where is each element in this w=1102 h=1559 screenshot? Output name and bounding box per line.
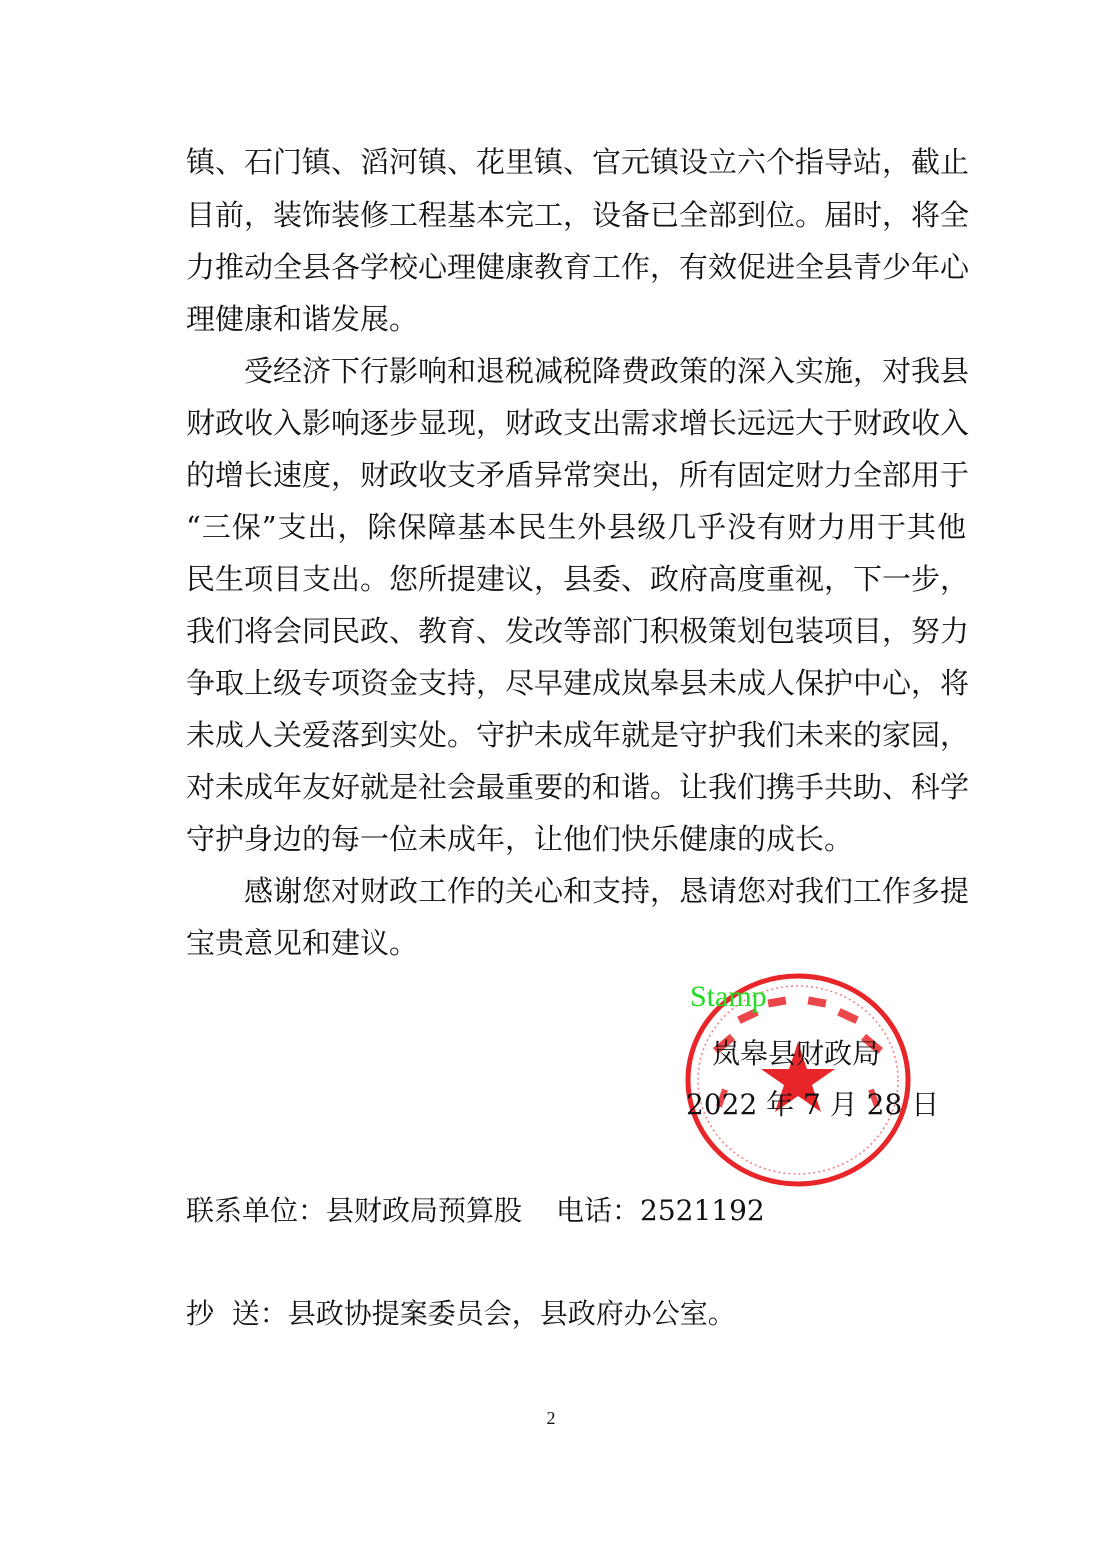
contact-line (186, 1193, 765, 1229)
signature-organization: 岚皋县财政局 (712, 1037, 881, 1070)
body-line-1: 镇、石门镇、滔河镇、花里镇、官元镇设立六个指导站，截止 (186, 145, 970, 179)
contact-phone: 电话：2521192 (556, 1194, 765, 1227)
page-number: 2 (546, 1408, 556, 1428)
signature-date: 2022 年 7 月 28 日 (686, 1088, 940, 1121)
body-line-9: 民生项目支出。您所提建议，县委、政府高度重视，下一步， (186, 562, 970, 596)
body-line-8: “三保”支出，除保障基本民生外县级几乎没有财力用于其他 (186, 510, 966, 544)
stamp-label: Stamp (690, 980, 767, 1013)
body-line-5: 受经济下行影响和退税减税降费政策的深入实施，对我县 (244, 354, 970, 388)
body-line-7: 的增长速度，财政收支矛盾异常突出，所有固定财力全部用于 (186, 458, 970, 492)
body-line-4: 理健康和谐发展。 (186, 302, 419, 336)
body-line-3: 力推动全县各学校心理健康教育工作，有效促进全县青少年心 (186, 250, 970, 284)
body-line-6: 财政收入影响逐步显现，财政支出需求增长远远大于财政收入 (186, 406, 970, 440)
body-line-16: 宝贵意见和建议。 (186, 926, 419, 960)
cc-line: 抄 送：县政协提案委员会，县政府办公室。 (186, 1297, 736, 1330)
contact-unit: 联系单位：县财政局预算股 (186, 1194, 523, 1227)
body-line-10: 我们将会同民政、教育、发改等部门积极策划包装项目，努力 (186, 614, 970, 648)
body-line-15: 感谢您对财政工作的关心和支持，恳请您对我们工作多提 (244, 874, 970, 908)
body-line-13: 对未成年友好就是社会最重要的和谐。让我们携手共助、科学 (186, 770, 970, 804)
body-line-11: 争取上级专项资金支持，尽早建成岚皋县未成人保护中心，将 (186, 666, 970, 700)
body-line-14: 守护身边的每一位未成年，让他们快乐健康的成长。 (186, 822, 854, 856)
body-line-2: 目前，装饰装修工程基本完工，设备已全部到位。届时，将全 (186, 198, 970, 232)
body-line-12: 未成人关爱落到实处。守护未成年就是守护我们未来的家园， (186, 718, 970, 752)
